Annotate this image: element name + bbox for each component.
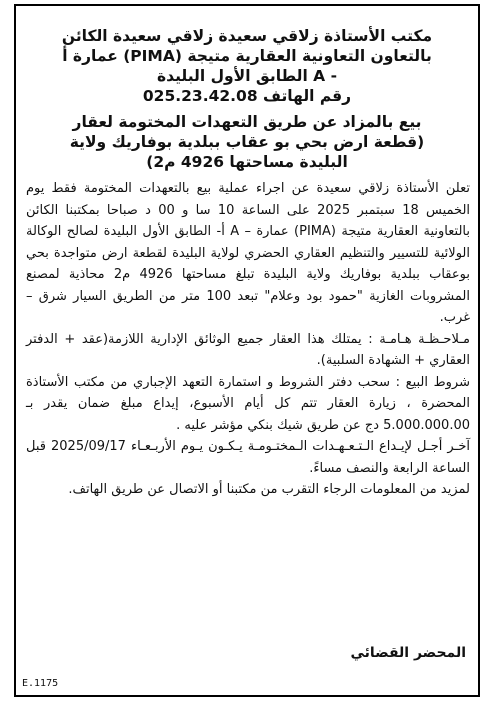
bailiff-signature: المحضر القضائي [350, 645, 466, 661]
notice-frame [14, 4, 480, 697]
phone-line: رقم الهاتف 025.23.42.08 [142, 87, 352, 105]
notice-header [16, 6, 478, 106]
important-note-paragraph: مـلاحـظـة هـامـة : يمتلك هذا العقار جميع الوثائق الإدارية اللازمة(عقد + الدفتر العقاري + الشهادة السلبية). [26, 331, 470, 368]
title-line-3: البليدة مساحتها 4926 م2) [146, 153, 348, 171]
sale-conditions-paragraph: شروط البيع : سحب دفتر الشروط و استمارة التعهد الإجباري من مكتب الأستاذة المحضرة ، زيارة العقار تتم كل أيام الأسبوع، إيداع مبلغ ضمان يقدر بـ 5.000.000.00 دج عن طريق شيك بنكي مؤشر عليه . [26, 374, 470, 433]
title-line-1: بيع بالمزاد عن طريق التعهدات المختومة لعقار [72, 113, 422, 131]
notice-title [16, 112, 478, 172]
announcement-paragraph: تعلن الأستاذة زلاقي سعيدة عن اجراء عملية بيع بالتعهدات المختومة فقط يوم الخميس 18 سبتمبر 2025 على الساعة 10 سا و 00 د صباحا بمكتبنا الكائن بالتعاونية العقارية متيجة (PIMA) عمارة – A أ- الطابق الأول البليدة لصالح الوكالة الولائية للتسيير والتنظيم العقاري الحضري لولاية البليدة لقطعة ارض متواجدة بحي بوعقاب ببلدية بوفاريك ولاية البليدة تبلغ مساحتها 4926 م2 محاذية لمصنع المشروبات الغازية "حمود بود وعلام" تبعد 100 متر من الطريق السيار شرق – غرب. [26, 181, 471, 325]
notice-body [16, 172, 478, 501]
deadline-paragraph: آخـر أجـل لإيـداع الـتـعـهـدات الـمختـومـة يـكـون يـوم الأربـعـاء 2025/09/17 قبل الساعة الرابعة والنصف مساءً. [26, 439, 470, 476]
office-floor-line: - A الطابق الأول البليدة [156, 67, 338, 85]
office-address-line: بالتعاون التعاونية العقارية متيجة (PIMA) عمارة أ [62, 47, 432, 65]
title-line-2: (قطعة ارض بحي بو عقاب ببلدية بوفاريك ولاية [69, 133, 425, 151]
office-name-line: مكتب الأستاذة زلاقي سعيدة زلاقي سعيدة الكائن [61, 27, 433, 45]
reference-code: E.1175 [22, 678, 59, 689]
contact-paragraph: لمزيد من المعلومات الرجاء التقرب من مكتبنا أو الاتصال عن طريق الهاتف. [68, 482, 470, 497]
